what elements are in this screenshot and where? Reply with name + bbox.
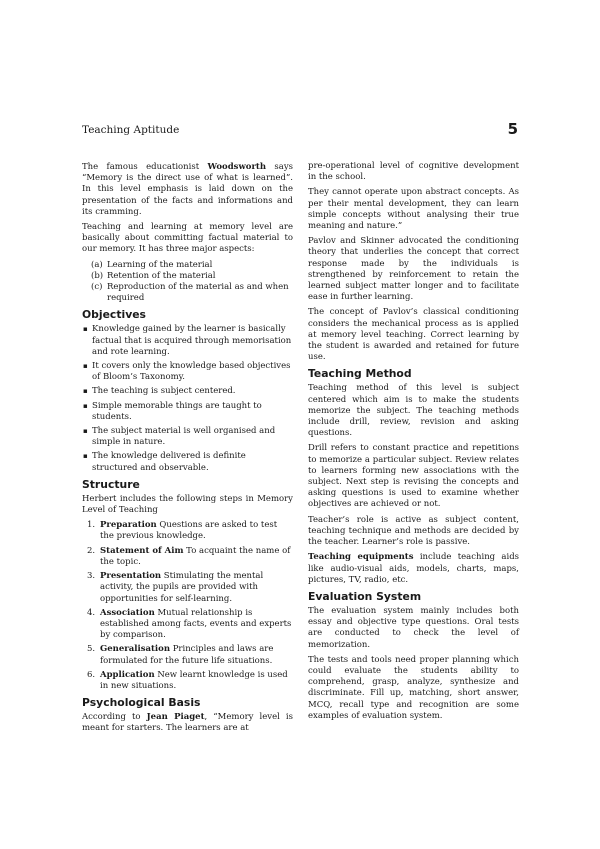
list-item: ▪ The subject material is well organised and simple in nature. <box>83 426 276 448</box>
equipments-term: Teaching equipments <box>308 552 414 563</box>
running-head: Teaching Aptitude <box>82 124 180 136</box>
evaluation-paragraph: The evaluation system mainly includes both essay and objective type questions. Oral tests are conducted to check the level of memorization. <box>308 605 519 650</box>
pavlov-paragraph: The concept of Pavlov’s classical conditioning considers the mechanical process as is applied at memory level teaching. Correct learning by the student is awarded and retained for future use. <box>308 307 519 363</box>
teacher-role-paragraph: Teacher’s role is active as subject content, teaching technique and methods are decided by the teacher. Learner’s role is passive. <box>308 514 519 548</box>
method-paragraph: Teaching method of this level is subject centered which aim is to make the students memorize the subject. The teaching methods include drill, review, revision and asking questions. <box>308 383 519 439</box>
list-item: ▪ Simple memorable things are taught to students. <box>83 400 262 422</box>
list-item: ▪ It covers only the knowledge based objectives of Bloom’s Taxonomy. <box>83 361 291 383</box>
list-item: 5. Generalisation Principles and laws are formulated for the future life situations. <box>87 644 274 666</box>
piaget-name: Jean Piaget <box>146 712 205 723</box>
piaget-continued-paragraph: pre-operational level of cognitive development in the school. <box>308 161 519 183</box>
aspects-list <box>82 260 293 305</box>
abstract-concepts-paragraph: They cannot operate upon abstract concepts. As per their mental development, they can learn simple concepts without analysing their true meaning and nature.” <box>308 187 519 232</box>
list-item: 4. Association Mutual relationship is established among facts, events and experts by comparison. <box>87 607 292 641</box>
objectives-list <box>82 324 293 473</box>
list-item: 3. Presentation Stimulating the mental activity, the pupils are provided with opportunities for self-learning. <box>87 571 264 604</box>
tests-tools-paragraph: The tests and tools need proper planning which could evaluate the students ability to comprehend, grasp, analyze, synthesize and discriminate. Fill up, matching, short answer, MCQ, recall type and recognition are some examples of evaluation system. <box>308 654 519 721</box>
evaluation-system-heading: Evaluation System <box>308 589 422 603</box>
bullet-icon: ▪ <box>83 362 88 371</box>
woodsworth-name: Woodsworth <box>207 162 267 172</box>
list-item: ▪ Knowledge gained by the learner is basically factual that is acquired through memorisation and rote learning. <box>83 324 292 357</box>
piaget-paragraph: According to Jean Piaget, “Memory level is meant for starters. The learners are at <box>82 712 293 734</box>
memory-aspects-paragraph: Teaching and learning at memory level are basically about committing factual material to our memory. It has three major aspects: <box>82 222 293 255</box>
bullet-icon: ▪ <box>83 452 88 461</box>
teaching-method-heading: Teaching Method <box>308 367 412 381</box>
list-item: (c) Reproduction of the material as and when required <box>91 282 289 304</box>
list-item: 1. Preparation Questions are asked to test the previous knowledge. <box>87 520 278 542</box>
psychological-basis-heading: Psychological Basis <box>82 696 201 710</box>
list-item: (b) Retention of the material <box>91 270 216 281</box>
list-item: (a) Learning of the material <box>91 259 213 270</box>
list-item: 6. Application New learnt knowledge is used in new situations. <box>87 669 288 691</box>
bullet-icon: ▪ <box>83 401 88 410</box>
bullet-icon: ▪ <box>83 325 88 334</box>
bullet-icon: ▪ <box>83 427 88 436</box>
list-item: 2. Statement of Aim To acquaint the name of the topic. <box>87 545 291 567</box>
left-column <box>82 162 293 739</box>
conditioning-theory-paragraph: Pavlov and Skinner advocated the conditioning theory that underlies the concept that correct response made by the individuals is strengthened by reinforcement to retain the learned subject matter longer and to facilitate ease in further learning. <box>308 236 519 303</box>
steps-list <box>82 520 293 692</box>
bullet-icon: ▪ <box>83 387 88 396</box>
right-column <box>308 161 519 726</box>
page-number: 5 <box>507 120 518 138</box>
structure-heading: Structure <box>82 477 140 491</box>
page-header <box>82 120 518 142</box>
drill-paragraph: Drill refers to constant practice and repetitions to memorize a particular subject. Review relates to learners forming new associations with the subject. Next step is revising the concepts and asking questions is used to examine whether objectives are achieved or not. <box>308 443 519 510</box>
intro-paragraph: The famous educationist Woodsworth says “Memory is the direct use of what is learned”. In this level emphasis is laid down on the presentation of the facts and informations and its cramming. <box>82 162 293 217</box>
objectives-heading: Objectives <box>82 308 146 322</box>
list-item: ▪ The knowledge delivered is definite structured and observable. <box>83 451 246 473</box>
list-item: ▪ The teaching is subject centered. <box>83 386 236 397</box>
equipments-paragraph: Teaching equipments include teaching aids like audio-visual aids, models, charts, maps, pictures, TV, radio, etc. <box>308 552 519 585</box>
structure-intro: Herbert includes the following steps in Memory Level of Teaching <box>82 493 293 516</box>
